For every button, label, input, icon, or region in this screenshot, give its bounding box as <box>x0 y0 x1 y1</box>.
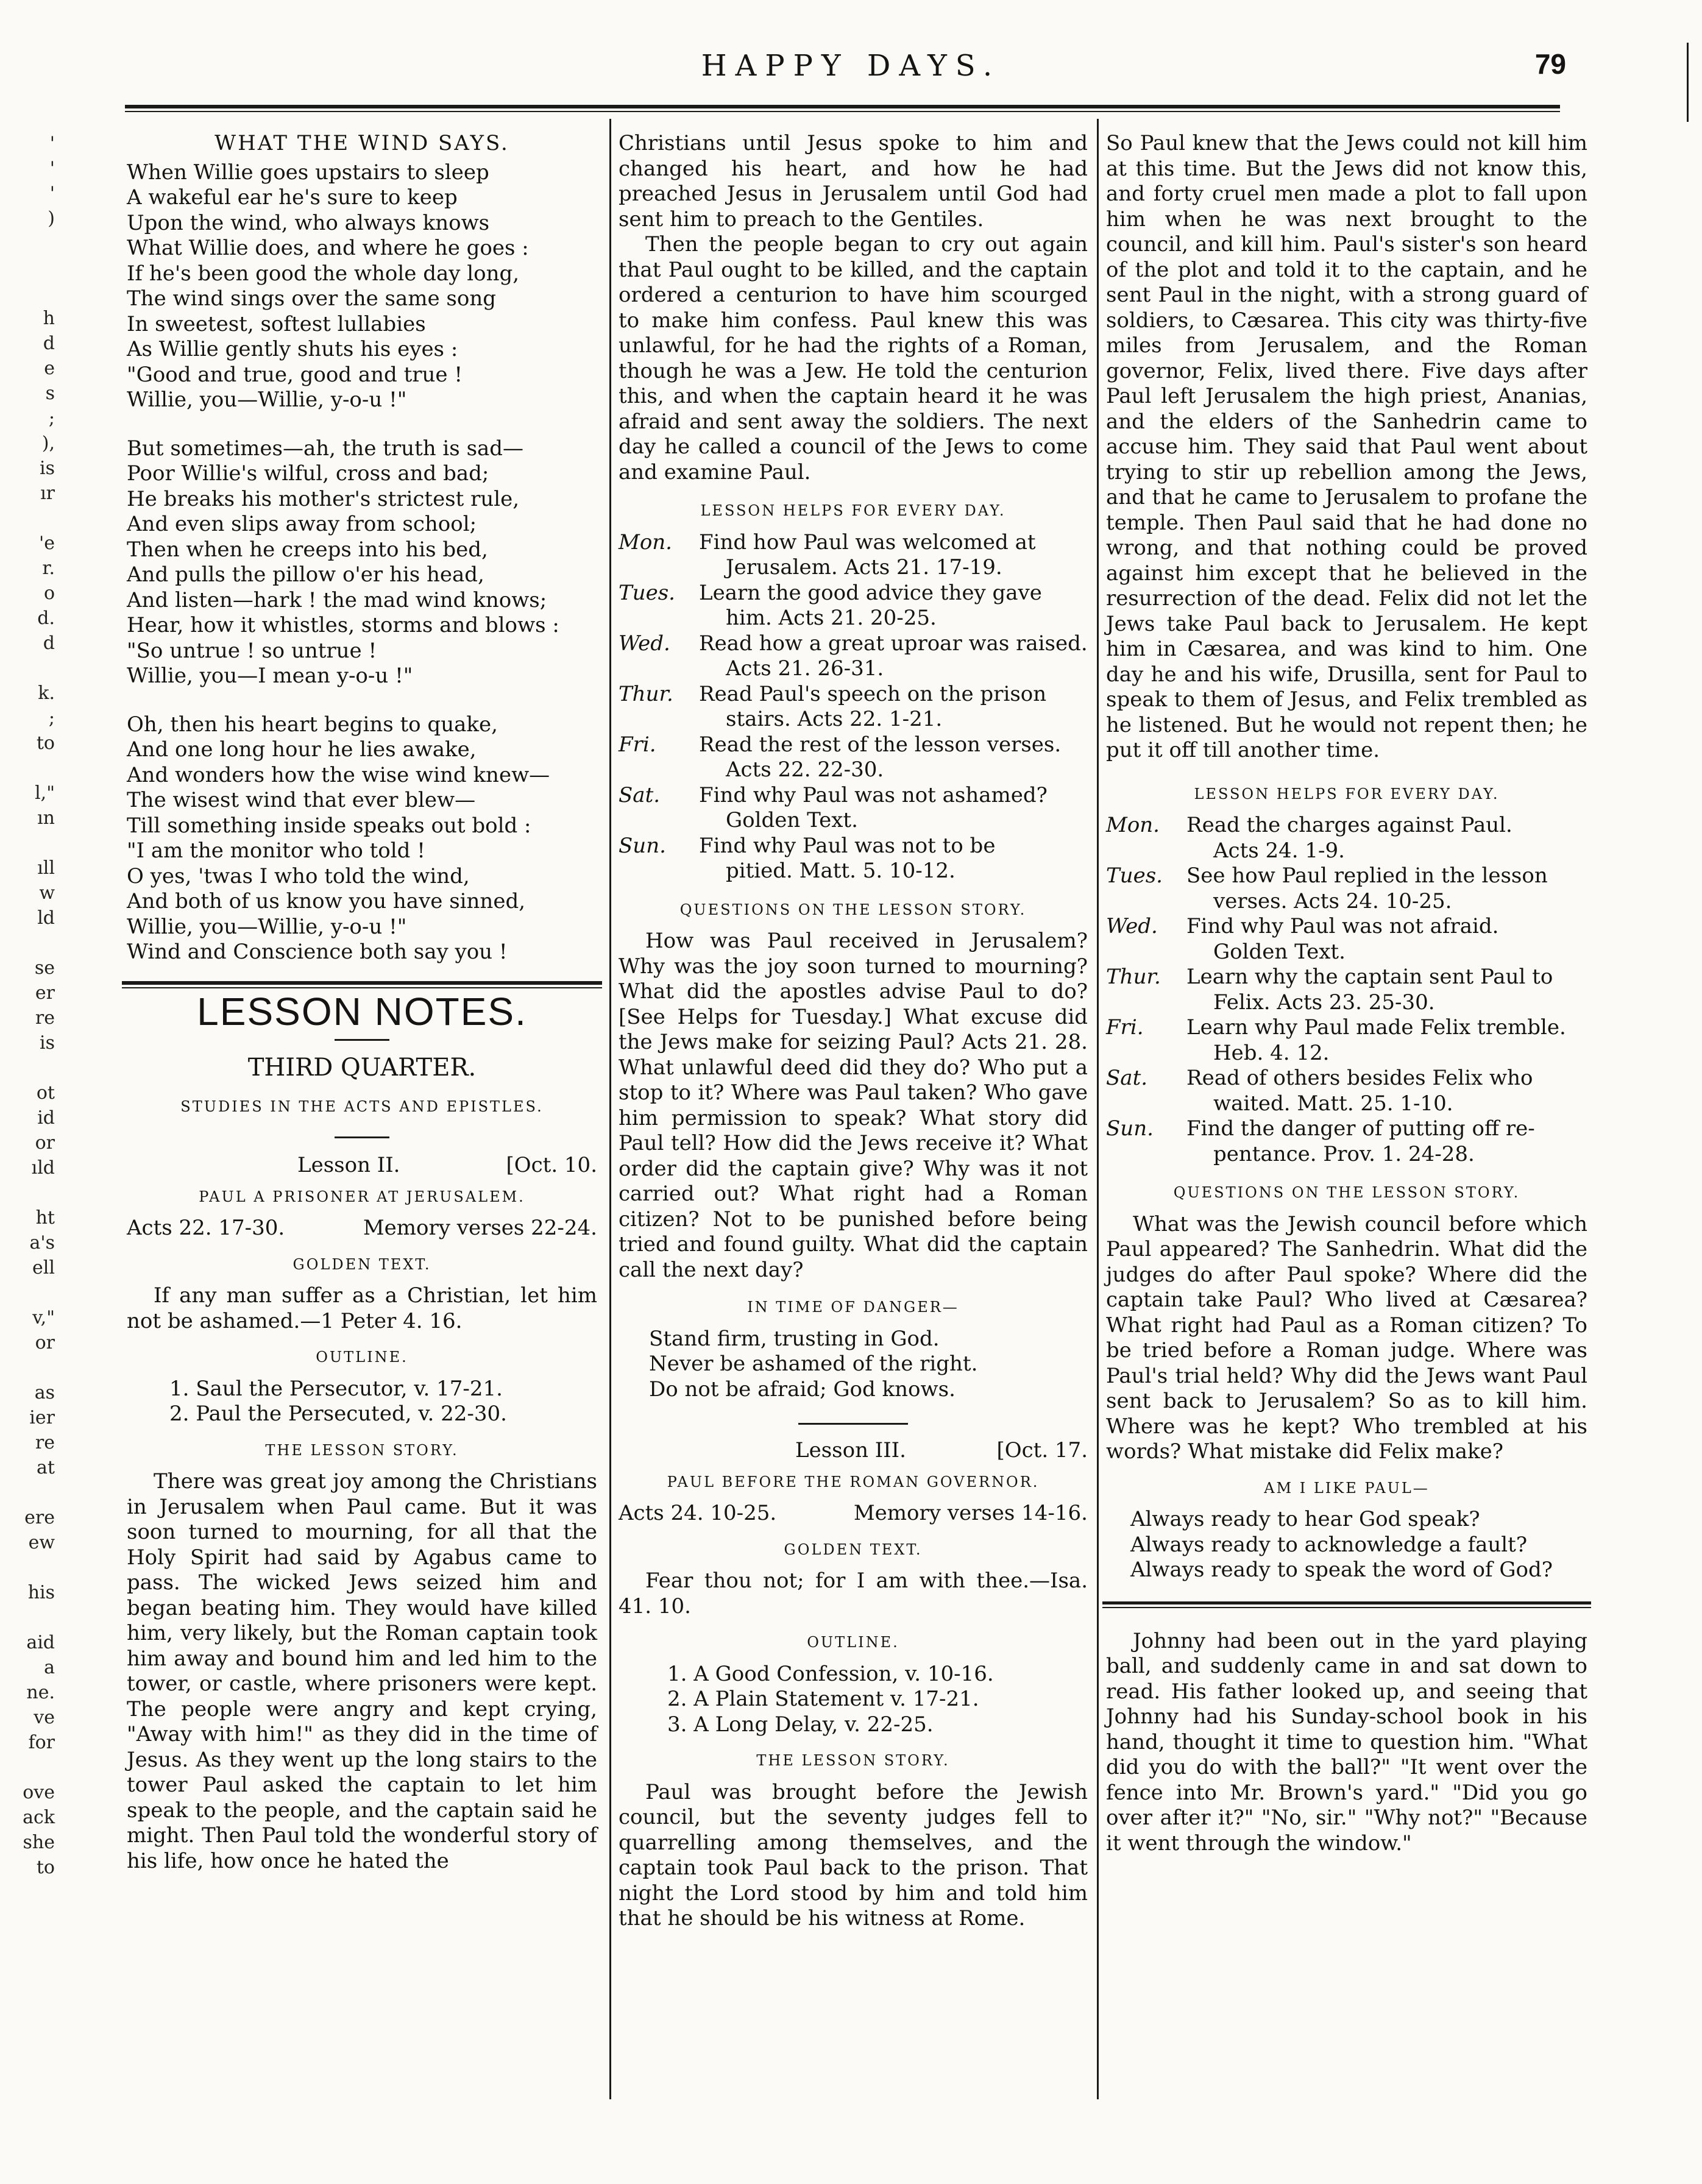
poem-line: A wakeful ear he's sure to keep <box>127 185 458 210</box>
margin-fragment <box>0 1480 55 1505</box>
margin-fragment: s <box>45 383 55 404</box>
like-paul-verse <box>1106 1507 1587 1583</box>
column-divider-2 <box>1097 119 1099 2099</box>
questions-text: How was Paul received in Jerusalem? Why was the joy soon turned to mourning? What did the apostles advise Paul to do? [See Helps for Tuesday.] What excuse did the Jews make for seizing Paul? Acts 21. 28. What unlawful deed did they do? Who put a stop to it? Where was Paul taken? Who gave him permission to speak? What story did Paul tell? How did the Jews receive it? What order did the captain give? Why was it not carried out? What right had a Roman citizen? Not to be punished before being tried and found guilty. What did the captain call the next day? <box>619 929 1088 1282</box>
column-3 <box>1106 131 1587 1856</box>
margin-fragment <box>0 1180 55 1205</box>
poem-line: "So untrue ! so untrue ! <box>127 638 377 663</box>
lesson-helps-heading: LESSON HELPS FOR EVERY DAY. <box>1194 785 1500 803</box>
help-day: Fri. <box>1106 1015 1144 1040</box>
help-text-continuation: Jerusalem. Acts 21. 17-19. <box>726 555 1002 580</box>
help-text-line: Read the charges against Paul. <box>1186 813 1512 837</box>
margin-fragment: ell <box>32 1257 55 1278</box>
help-text-line: Learn why Paul made Felix tremble. <box>1186 1015 1566 1040</box>
lesson-story-heading: THE LESSON STORY. <box>265 1441 459 1459</box>
danger-verse <box>619 1327 1088 1403</box>
lesson-help-row <box>619 581 1088 631</box>
margin-fragment <box>0 656 55 681</box>
poem-line: If he's been good the whole day long, <box>127 261 520 286</box>
lesson-help-row <box>1106 813 1587 863</box>
lesson-reference-row <box>619 1501 1088 1526</box>
lesson-helps-list <box>1106 813 1587 1167</box>
lesson-title: PAUL A PRISONER AT JERUSALEM. <box>199 1188 525 1205</box>
lesson-help-row <box>619 834 1088 884</box>
margin-fragment <box>0 1055 55 1080</box>
memory-verses: Memory verses 22-24. <box>363 1216 597 1240</box>
help-text-continuation: Acts 22. 22-30. <box>726 757 884 782</box>
help-text <box>1185 863 1587 914</box>
poem-line: Wind and Conscience both say you ! <box>127 940 508 964</box>
margin-fragment: h <box>43 308 55 329</box>
poem-line: Willie, you—Willie, y-o-u !" <box>127 388 407 412</box>
poem-line: Poor Willie's wilful, cross and bad; <box>127 461 489 486</box>
help-day: Tues. <box>619 580 675 605</box>
column-1 <box>127 131 597 1874</box>
column-divider-1 <box>609 119 611 2099</box>
margin-fragment: ere <box>24 1507 55 1528</box>
help-day: Sun. <box>1106 1116 1154 1141</box>
margin-fragment: at <box>37 1457 55 1478</box>
poem-line: Willie, you—I mean y-o-u !" <box>127 664 413 688</box>
margin-fragment: r. <box>42 558 55 579</box>
help-text <box>698 682 1088 732</box>
verse-line: Always ready to speak the word of God? <box>1130 1558 1553 1582</box>
margin-fragment: is <box>40 458 55 479</box>
poem-line: And even slips away from school; <box>127 512 477 536</box>
header-rule <box>125 105 1560 108</box>
margin-fragment: she <box>23 1832 55 1853</box>
margin-fragment: o <box>43 583 55 604</box>
help-text <box>1185 965 1587 1015</box>
verse-line: Do not be afraid; God knows. <box>649 1377 956 1402</box>
margin-fragment: ) <box>48 208 55 229</box>
danger-heading: IN TIME OF DANGER— <box>747 1299 959 1316</box>
margin-fragment <box>0 1755 55 1780</box>
help-day: Sun. <box>619 833 666 858</box>
help-text-continuation: Golden Text. <box>1213 939 1346 964</box>
page-number: 79 <box>1534 48 1566 80</box>
outline-item: 2. Paul the Persecuted, v. 22-30. <box>169 1402 507 1426</box>
lesson-date: [Oct. 10. <box>506 1153 597 1177</box>
margin-fragment: ve <box>34 1707 55 1728</box>
lesson-date: [Oct. 17. <box>996 1438 1088 1462</box>
poem-line: Upon the wind, who always knows <box>127 210 490 235</box>
lesson-help-row <box>619 732 1088 783</box>
margin-fragment <box>0 756 55 781</box>
margin-fragment: ın <box>37 807 55 829</box>
lesson-title: PAUL BEFORE THE ROMAN GOVERNOR. <box>667 1473 1040 1491</box>
poem-line: Till something inside speaks out bold : <box>127 813 531 838</box>
margin-fragment: aid <box>26 1632 55 1653</box>
help-text-continuation: Golden Text. <box>726 808 858 832</box>
poem-line: And listen—hark ! the mad wind knows; <box>127 587 547 612</box>
margin-fragment: ht <box>35 1207 55 1228</box>
lesson-story-heading: THE LESSON STORY. <box>756 1752 950 1769</box>
margin-fragment: se <box>34 957 55 979</box>
questions-text: What was the Jewish council before which Paul appeared? The Sanhedrin. What did the judges do after Paul spoke? Where did the captain take Paul? Who lived at Cæsarea? What right had Paul as a Roman citizen? To be tried before a Roman judge. Where was Paul's trial held? Why did the Jews want Paul sent back to Jerusalem? So as to kill him. Where was he kept? Who trembled at his words? What mistake did Felix make? <box>1106 1211 1587 1464</box>
lesson-label: Lesson II. <box>297 1153 400 1177</box>
help-text <box>698 834 1088 884</box>
poem-title: WHAT THE WIND SAYS. <box>215 131 509 155</box>
poem-line: But sometimes—ah, the truth is sad— <box>127 436 524 461</box>
poem-stanza-1 <box>127 160 597 413</box>
poem-line: And wonders how the wise wind knew— <box>127 762 550 787</box>
scripture-reference: Acts 24. 10-25. <box>619 1501 777 1525</box>
lesson-help-row <box>619 530 1088 581</box>
poem-line: As Willie gently shuts his eyes : <box>127 337 458 361</box>
poem-line: He breaks his mother's strictest rule, <box>127 486 520 511</box>
help-text-line: Read how a great uproar was raised. <box>699 631 1088 656</box>
margin-fragment: or <box>35 1332 55 1353</box>
outline-item: 3. A Long Delay, v. 22-25. <box>667 1712 934 1737</box>
margin-fragment: d <box>43 633 55 654</box>
lesson-help-row <box>1106 1066 1587 1116</box>
poem-line: In sweetest, softest lullabies <box>127 311 426 336</box>
poem-line: O yes, 'twas I who told the wind, <box>127 863 470 888</box>
divider-dash <box>798 1423 908 1425</box>
margin-fragment <box>0 1555 55 1580</box>
margin-fragment: for <box>28 1732 55 1753</box>
lesson-help-row <box>1106 863 1587 914</box>
margin-fragment <box>0 506 55 531</box>
outline-item: 1. A Good Confession, v. 10-16. <box>667 1661 994 1686</box>
margin-fragment: d <box>43 333 55 354</box>
golden-text-heading: GOLDEN TEXT. <box>784 1540 923 1558</box>
margin-fragment: k. <box>38 682 55 704</box>
poem-line: What Willie does, and where he goes : <box>127 236 529 260</box>
section-rule-thin <box>122 987 602 988</box>
lesson-story: Paul was brought before the Jewish council, but the seventy judges fell to quarrelling among themselves, and the captain took Paul back to the prison. That night the Lord stood by him and told him that he should be his witness at Rome. <box>619 1779 1088 1930</box>
margin-fragment: ' <box>49 183 55 204</box>
help-text-continuation: stairs. Acts 22. 1-21. <box>726 707 943 731</box>
section-rule <box>122 981 602 985</box>
questions-heading: QUESTIONS ON THE LESSON STORY. <box>679 901 1027 918</box>
scripture-reference: Acts 22. 17-30. <box>127 1216 285 1240</box>
lesson-story-paragraph: Then the people began to cry out again that Paul ought to be killed, and the captain ordered a centurion to have him scourged to make him confess. Paul knew this was unlawful, for he had the rights of a Roman, though he was a Jew. He told the centurion this, and when the captain heard it he was afraid and sent away the soldiers. The next day he called a council of the Jews to come and examine Paul. <box>619 232 1088 484</box>
poem-line: And both of us know you have sinned, <box>127 889 526 913</box>
lesson-story-continued: Christians until Jesus spoke to him and changed his heart, and how he had preached Jesus in Jerusalem until God had sent him to preach to the Gentiles. <box>619 131 1088 232</box>
outline-heading: OUTLINE. <box>316 1349 408 1366</box>
poem-line: Willie, you—Willie, y-o-u !" <box>127 914 407 939</box>
help-text-continuation: Acts 24. 1-9. <box>1213 838 1345 863</box>
margin-fragment: ; <box>48 707 55 729</box>
help-text <box>698 581 1088 631</box>
lesson-help-row <box>619 783 1088 834</box>
right-edge-mark <box>1687 43 1689 122</box>
margin-fragment: is <box>40 1032 55 1054</box>
margin-fragment: ier <box>29 1407 55 1428</box>
help-day: Tues. <box>1106 863 1163 888</box>
poem-stanza-2 <box>127 436 597 689</box>
margin-fragment: ; <box>48 408 55 429</box>
help-text-line: Read the rest of the lesson verses. <box>699 732 1062 757</box>
outline-list <box>667 1662 1088 1738</box>
outline-heading: OUTLINE. <box>807 1634 899 1651</box>
verse-line: Always ready to acknowledge a fault? <box>1130 1532 1528 1557</box>
margin-fragment <box>0 831 55 856</box>
margin-fragment: ıll <box>37 857 55 879</box>
help-text-continuation: waited. Matt. 25. 1-10. <box>1213 1091 1453 1116</box>
help-text-continuation: pitied. Matt. 5. 10-12. <box>726 859 956 883</box>
lesson-help-row <box>619 631 1088 682</box>
margin-fragment: ' <box>49 158 55 179</box>
poem-line: And one long hour he lies awake, <box>127 737 477 762</box>
memory-verses: Memory verses 14-16. <box>853 1501 1088 1525</box>
help-day: Sat. <box>1106 1066 1148 1090</box>
verse-line: Stand firm, trusting in God. <box>649 1326 940 1351</box>
margin-fragment: his <box>27 1582 55 1603</box>
help-text-line: Learn why the captain sent Paul to <box>1186 965 1553 989</box>
help-text <box>698 783 1088 834</box>
margin-fragment: or <box>35 1132 55 1154</box>
lesson-help-row <box>1106 965 1587 1015</box>
help-day: Mon. <box>619 530 672 555</box>
help-text-continuation: pentance. Prov. 1. 24-28. <box>1213 1141 1475 1166</box>
section-rule <box>1102 1601 1591 1604</box>
help-text-line: Read of others besides Felix who <box>1186 1066 1533 1090</box>
lesson-story: There was great joy among the Christians in Jerusalem when Paul came. But it was soon turned to mourning, for all that the Holy Spirit had said by Agabus came to pass. The wicked Jews seized him and began beating him. They would have killed him, very likely, but the Roman captain took him away and bound him and led him to the tower, or castle, where prisoners were kept. The people were angry and kept crying, "Away with him!" as they did in the time of Jesus. As they went up the long stairs to the tower Paul asked the captain to let him speak to the people, and the captain said he might. Then Paul told the wonderful story of his life, how once he hated the <box>127 1469 597 1873</box>
column-2 <box>619 131 1088 1932</box>
margin-fragment <box>0 1280 55 1305</box>
poem-line: "I am the monitor who told ! <box>127 838 425 863</box>
poem-line: "Good and true, good and true ! <box>127 362 463 387</box>
questions-heading: QUESTIONS ON THE LESSON STORY. <box>1173 1184 1520 1201</box>
divider-dash <box>335 1136 389 1138</box>
margin-fragment: ır <box>40 483 55 504</box>
help-text-continuation: verses. Acts 24. 10-25. <box>1213 888 1452 913</box>
poem-line: Then when he creeps into his bed, <box>127 537 488 562</box>
outline-item: 2. A Plain Statement v. 17-21. <box>667 1687 979 1711</box>
golden-text: If any man suffer as a Christian, let him not be ashamed.—1 Peter 4. 16. <box>127 1283 597 1333</box>
help-text-continuation: Felix. Acts 23. 25-30. <box>1213 990 1435 1015</box>
like-paul-heading: AM I LIKE PAUL— <box>1264 1479 1430 1497</box>
verse-line: Never be ashamed of the right. <box>649 1352 978 1376</box>
help-day: Wed. <box>1106 914 1158 938</box>
margin-fragment: as <box>34 1382 55 1403</box>
help-text <box>698 530 1088 581</box>
margin-fragment: e <box>44 358 55 379</box>
poem-line: The wisest wind that ever blew— <box>127 788 476 812</box>
margin-fragment <box>0 1355 55 1380</box>
margin-fragment <box>0 231 55 256</box>
help-text-continuation: Heb. 4. 12. <box>1213 1040 1330 1065</box>
margin-fragment: ack <box>23 1807 55 1828</box>
poem-line: The wind sings over the same song <box>127 286 497 311</box>
help-text-line: Find why Paul was not afraid. <box>1186 914 1499 938</box>
margin-fragment: a <box>44 1657 55 1678</box>
help-text-line: Find the danger of putting off re- <box>1186 1116 1535 1141</box>
divider-dash <box>335 1039 389 1041</box>
help-text-line: See how Paul replied in the lesson <box>1186 863 1548 888</box>
verse-line: Always ready to hear God speak? <box>1130 1507 1480 1531</box>
help-text-continuation: him. Acts 21. 20-25. <box>726 606 937 630</box>
help-day: Mon. <box>1106 813 1160 837</box>
lesson-story-continued: So Paul knew that the Jews could not kill him at this time. But the Jews did not know this, and forty cruel men made a plot to fall upon him when he was next brought to the council, and kill him. Paul's sister's son heard of the plot and told it to the captain, and he sent Paul in the night, with a strong guard of soldiers, to Cæsarea. This city was thirty-five miles from Jerusalem, and the Roman governor, Felix, lived there. Five days after Paul left Jerusalem the high priest, Ananias, and the elders of the Sanhedrin came to accuse him. They said that Paul went about trying to stir up rebellion among the Jews, and that he came to Jerusalem to profane the temple. Then Paul said that he had done no wrong, and that nothing could be proved against him except that he believed in the resurrection of the dead. Felix did not let the Jews take Paul back to Jerusalem. He kept him in Cæsarea, and was kind to him. One day he and his wife, Drusilla, sent for Paul to speak to them of Jesus, and Felix trembled as he listened. But he would not repent then; he put it off till another time. <box>1106 131 1587 762</box>
lesson-header <box>619 1438 1088 1464</box>
help-text-continuation: Acts 21. 26-31. <box>726 656 884 681</box>
margin-fragment: ot <box>36 1082 55 1104</box>
quarter-heading: THIRD QUARTER. <box>247 1054 477 1082</box>
margin-fragment: l," <box>35 782 55 804</box>
help-text <box>1185 1066 1587 1116</box>
margin-fragment <box>0 281 55 306</box>
help-text <box>1185 1015 1587 1066</box>
margin-fragments <box>0 131 55 1880</box>
margin-fragment: w <box>39 882 55 904</box>
lesson-help-row <box>1106 1015 1587 1066</box>
lesson-help-row <box>1106 1116 1587 1167</box>
help-day: Thur. <box>619 681 673 706</box>
help-text <box>1185 914 1587 965</box>
lesson-header <box>127 1153 597 1179</box>
margin-fragment <box>0 256 55 281</box>
outline-list <box>169 1377 597 1427</box>
margin-fragment: re <box>35 1007 55 1029</box>
margin-fragment: ew <box>28 1532 55 1553</box>
lesson-help-row <box>1106 914 1587 965</box>
header-rule-thin <box>125 111 1560 112</box>
help-day: Thur. <box>1106 965 1161 989</box>
margin-fragment: id <box>37 1107 55 1129</box>
poem-line: And pulls the pillow o'er his head, <box>127 562 484 587</box>
help-day: Wed. <box>619 631 670 656</box>
margin-fragment: ıld <box>31 1157 55 1179</box>
help-text <box>698 631 1088 682</box>
margin-fragment: re <box>35 1432 55 1453</box>
poem-line: Oh, then his heart begins to quake, <box>127 712 498 737</box>
golden-text: Fear thou not; for I am with thee.—Isa. 41. 10. <box>619 1569 1088 1618</box>
margin-fragment: ), <box>41 433 55 454</box>
margin-fragment: ld <box>37 907 55 929</box>
margin-fragment: to <box>36 732 55 754</box>
poem-line: Hear, how it whistles, storms and blows : <box>127 613 559 637</box>
studies-heading: STUDIES IN THE ACTS AND EPISTLES. <box>180 1097 544 1115</box>
help-day: Sat. <box>619 782 661 807</box>
margin-fragment <box>0 1605 55 1630</box>
poem-stanza-3 <box>127 712 597 965</box>
help-text-line: Read Paul's speech on the prison <box>699 681 1047 706</box>
margin-fragment: a's <box>29 1232 55 1253</box>
lesson-notes-heading: LESSON NOTES. <box>197 989 527 1034</box>
lesson-reference-row <box>127 1216 597 1241</box>
johnny-anecdote: Johnny had been out in the yard playing ball, and suddenly came in and sat down to read. His father looked up, and seeing that Johnny had his Sunday-school book in his hand, thought it time to question him. "What did you do with the ball?" "It went over the fence into Mr. Brown's yard." "Did you go over after it?" "No, sir." "Why not?" "Because it went through the window." <box>1106 1628 1587 1856</box>
margin-fragment: ' <box>49 133 55 154</box>
poem-line: When Willie goes upstairs to sleep <box>127 160 489 185</box>
lesson-helps-list <box>619 530 1088 884</box>
help-text-line: Find how Paul was welcomed at <box>699 530 1036 555</box>
margin-fragment: d. <box>37 608 55 629</box>
lesson-helps-heading: LESSON HELPS FOR EVERY DAY. <box>700 502 1006 519</box>
help-text <box>698 732 1088 783</box>
help-text <box>1185 813 1587 863</box>
help-text-line: Find why Paul was not to be <box>699 833 996 858</box>
help-text-line: Learn the good advice they gave <box>699 580 1042 605</box>
margin-fragment: er <box>35 982 55 1004</box>
outline-item: 1. Saul the Persecutor, v. 17-21. <box>169 1376 503 1401</box>
lesson-help-row <box>619 682 1088 732</box>
help-text-line: Find why Paul was not ashamed? <box>699 782 1048 807</box>
golden-text-heading: GOLDEN TEXT. <box>293 1255 431 1273</box>
margin-fragment: ne. <box>26 1682 55 1703</box>
section-rule-thin <box>1102 1607 1591 1608</box>
margin-fragment: v," <box>32 1307 55 1328</box>
margin-fragment: 'e <box>38 533 55 554</box>
margin-fragment: ove <box>23 1782 55 1803</box>
help-text <box>1185 1116 1587 1167</box>
lesson-label: Lesson III. <box>795 1438 906 1462</box>
margin-fragment <box>0 931 55 956</box>
help-day: Fri. <box>619 732 656 757</box>
page-title: HAPPY DAYS. <box>701 49 1001 83</box>
margin-fragment: to <box>36 1857 55 1878</box>
